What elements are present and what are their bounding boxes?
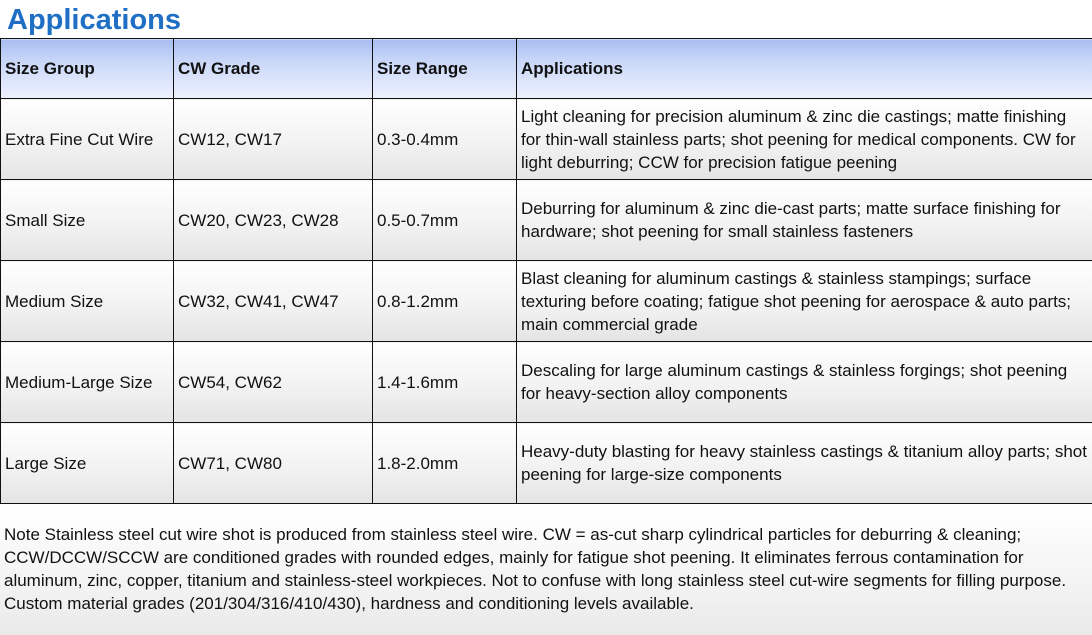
cell-cw-grade: CW71, CW80 <box>174 423 373 504</box>
cell-size-group: Medium Size <box>1 261 174 342</box>
column-header-cw-grade: CW Grade <box>174 39 373 99</box>
cell-size-range: 0.8-1.2mm <box>373 261 517 342</box>
cell-applications: Descaling for large aluminum castings & stainless forgings; shot peening for heavy-section alloy components <box>517 342 1092 423</box>
cell-applications: Heavy-duty blasting for heavy stainless castings & titanium alloy parts; shot peening for large-size components <box>517 423 1092 504</box>
cell-applications: Blast cleaning for aluminum castings & stainless stampings; surface texturing before coating; fatigue shot peening for aerospace & auto parts; main commercial grade <box>517 261 1092 342</box>
table-row <box>1 423 1092 504</box>
table-row <box>1 261 1092 342</box>
title-bar <box>0 0 1092 38</box>
column-header-size-group: Size Group <box>1 39 174 99</box>
cell-size-group: Small Size <box>1 180 174 261</box>
table-row <box>1 342 1092 423</box>
applications-table <box>0 38 1092 504</box>
cell-size-group: Extra Fine Cut Wire <box>1 99 174 180</box>
column-header-applications: Applications <box>517 39 1092 99</box>
column-header-size-range: Size Range <box>373 39 517 99</box>
page-title: Applications <box>7 4 182 36</box>
table-row <box>1 180 1092 261</box>
cell-applications: Deburring for aluminum & zinc die-cast parts; matte surface finishing for hardware; shot peening for small stainless fasteners <box>517 180 1092 261</box>
cell-cw-grade: CW12, CW17 <box>174 99 373 180</box>
cell-size-range: 0.3-0.4mm <box>373 99 517 180</box>
cell-size-range: 0.5-0.7mm <box>373 180 517 261</box>
cell-cw-grade: CW32, CW41, CW47 <box>174 261 373 342</box>
cell-cw-grade: CW54, CW62 <box>174 342 373 423</box>
cell-size-group: Medium-Large Size <box>1 342 174 423</box>
note-text: Note Stainless steel cut wire shot is produced from stainless steel wire. CW = as-cut sharp cylindrical particles for deburring & cleaning; CCW/DCCW/SCCW are conditioned grades with rounded edges, mainly for fatigue shot peening. It eliminates ferrous contamination for aluminum, zinc, copper, titanium and stainless-steel workpieces. Not to confuse with long stainless steel cut-wire segments for filling purpose. Custom material grades (201/304/316/410/430), hardness and conditioning levels available. <box>4 525 1067 613</box>
cell-size-range: 1.4-1.6mm <box>373 342 517 423</box>
cell-cw-grade: CW20, CW23, CW28 <box>174 180 373 261</box>
note-box <box>0 506 1092 635</box>
cell-applications: Light cleaning for precision aluminum & zinc die castings; matte finishing for thin-wall stainless parts; shot peening for medical components. CW for light deburring; CCW for precision fatigue peening <box>517 99 1092 180</box>
cell-size-group: Large Size <box>1 423 174 504</box>
cell-size-range: 1.8-2.0mm <box>373 423 517 504</box>
table-header-row <box>1 39 1092 99</box>
table-row <box>1 99 1092 180</box>
